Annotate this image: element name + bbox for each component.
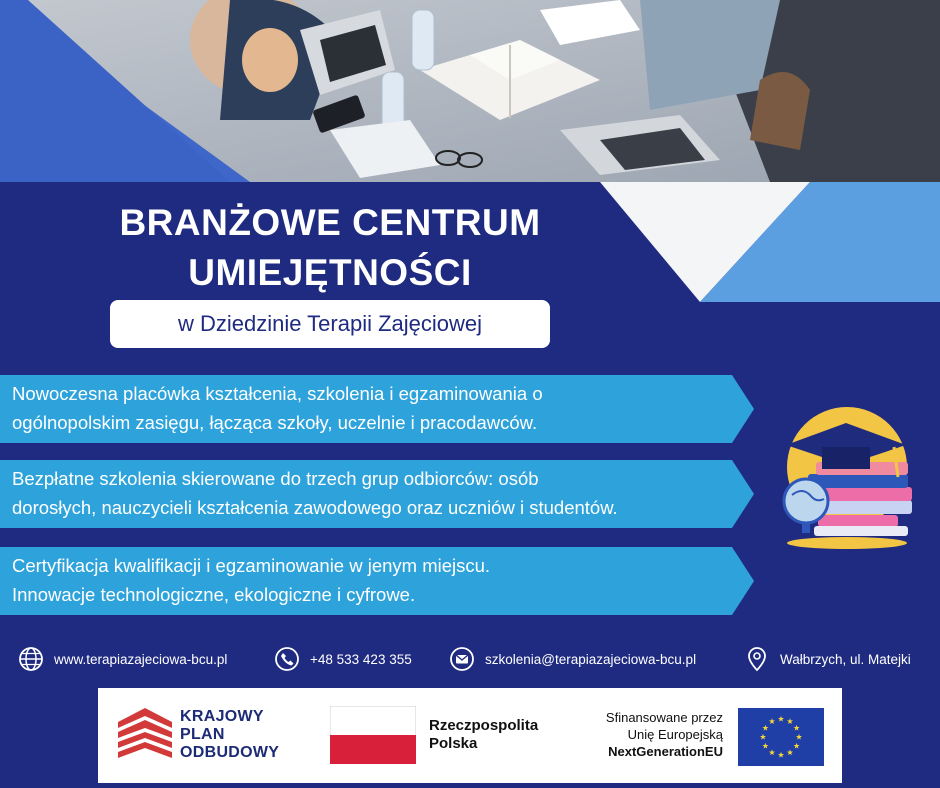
kpo-logo-icon — [116, 706, 174, 764]
info-band-3 — [0, 547, 732, 615]
contact-email[interactable] — [449, 645, 696, 673]
polish-flag-icon — [330, 706, 416, 764]
kpo-line-3: ODBUDOWY — [180, 744, 280, 761]
header-photo — [0, 0, 940, 182]
address-text: Wałbrzych, ul. Matejki — [780, 651, 911, 667]
graduation-cap-icon — [772, 405, 922, 550]
title-line-2: UMIEJĘTNOŚCI — [188, 252, 472, 293]
location-pin-icon — [744, 646, 770, 672]
contact-website[interactable] — [18, 645, 227, 673]
website-link[interactable]: www.terapiazajeciowa-bcu.pl — [54, 651, 228, 667]
mail-icon — [449, 646, 475, 672]
band-1-line-1: Nowoczesna placówka kształcenia, szkolenia i egzaminowania o — [12, 383, 543, 404]
band-arrow — [732, 375, 754, 443]
rp-line-2: Polska — [429, 735, 478, 752]
contact-phone[interactable] — [274, 645, 412, 673]
band-3-line-1: Certyfikacja kwalifikacji i egzaminowanie w jenym miejscu. — [12, 555, 491, 576]
phone-icon — [274, 646, 300, 672]
subtitle-text: w Dziedzinie Terapii Zajęciowej — [177, 311, 483, 336]
eu-line-2: Unię Europejską — [627, 727, 723, 742]
rp-logo-text — [429, 717, 538, 753]
decor-triangles-right — [600, 182, 940, 302]
rp-line-1: Rzeczpospolita — [429, 717, 539, 734]
kpo-line-1: KRAJOWY — [180, 708, 264, 725]
kpo-logo-text — [180, 708, 279, 762]
contact-address — [744, 645, 911, 673]
band-1-line-2: ogólnopolskim zasięgu, łącząca szkoły, uczelnie i pracodawców. — [12, 412, 538, 433]
eu-line-1: Sfinansowane przez — [605, 710, 723, 725]
band-arrow — [732, 547, 754, 615]
email-link[interactable]: szkolenia@terapiazajeciowa-bcu.pl — [485, 651, 697, 667]
band-2-line-2: dorosłych, nauczycieli kształcenia zawodowego oraz uczniów i studentów. — [12, 497, 618, 518]
info-band-1 — [0, 375, 732, 443]
band-arrow — [732, 460, 754, 528]
title-line-1: BRANŻOWE CENTRUM — [119, 202, 541, 243]
phone-number[interactable]: +48 533 423 355 — [310, 651, 412, 667]
subtitle-pill — [110, 300, 550, 348]
globe-icon — [18, 646, 44, 672]
funding-logos-bar — [98, 688, 842, 783]
eu-line-3: NextGenerationEU — [608, 744, 723, 759]
band-2-line-1: Bezpłatne szkolenia skierowane do trzech grup odbiorców: osób — [12, 468, 539, 489]
info-band-2 — [0, 460, 732, 528]
page-title — [60, 198, 600, 298]
kpo-line-2: PLAN — [180, 726, 225, 743]
band-3-line-2: Innowacje technologiczne, ekologiczne i cyfrowe. — [12, 584, 416, 605]
decor-triangles-top — [0, 0, 940, 182]
eu-logo-text — [568, 709, 723, 760]
eu-flag-icon — [738, 708, 824, 766]
